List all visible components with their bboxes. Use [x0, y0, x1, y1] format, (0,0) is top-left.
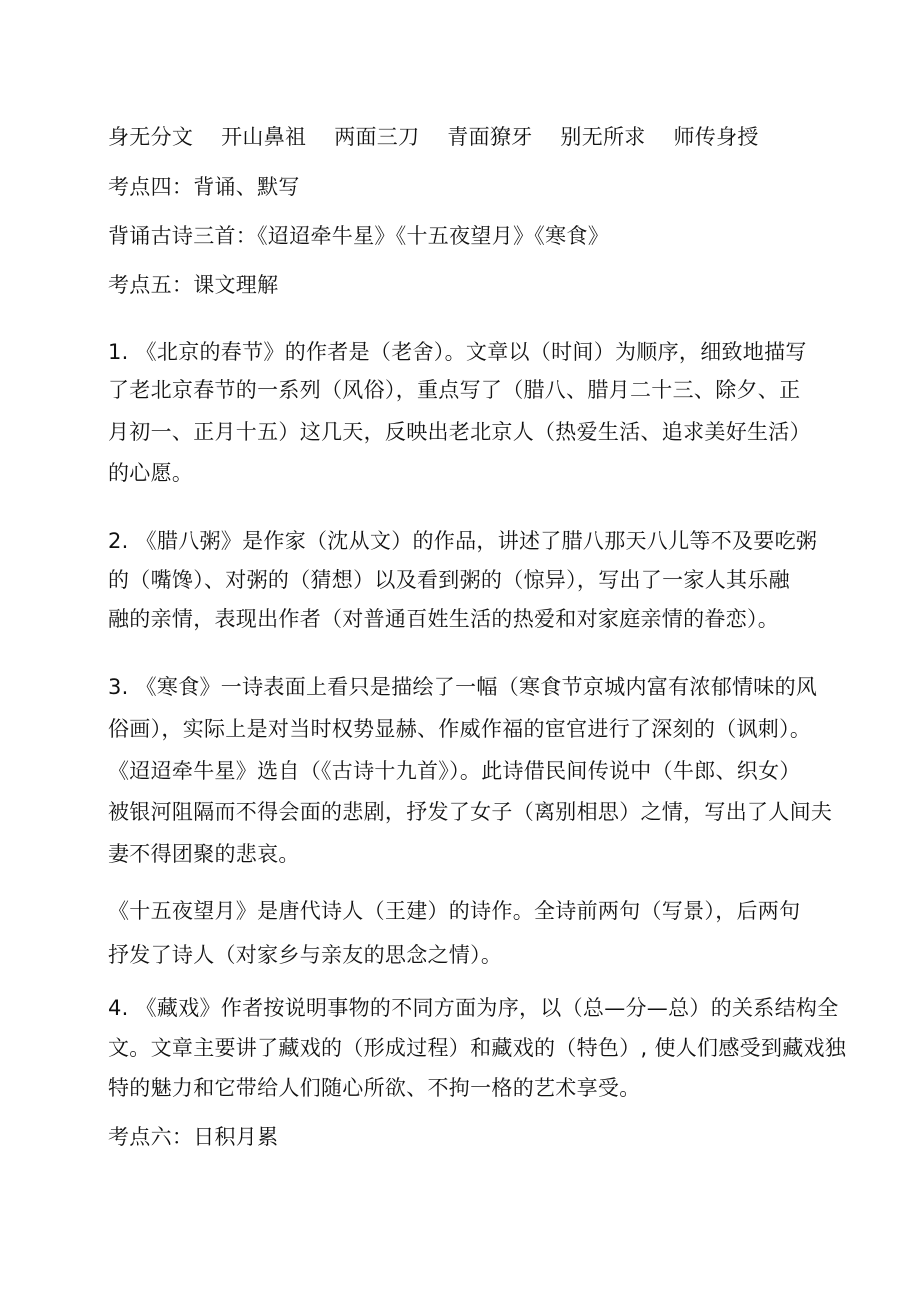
item3b-line-1: 《十五夜望月》是唐代诗人（王建）的诗作。全诗前两句（写景），后两句: [108, 899, 801, 923]
item2-line-2: 的（嘴馋）、对粥的（猜想）以及看到粥的（惊异），写出了一家人其乐融: [108, 568, 790, 592]
section4-recitation-line: 背诵古诗三首：《迢迢牵牛星》《十五夜望月》《寒食》: [108, 224, 609, 248]
idioms-row: 身无分文 开山鼻祖 两面三刀 青面獠牙 别无所求 师传身授: [108, 125, 759, 149]
item2-line-1: 2. 《腊八粥》是作家（沈从文）的作品，讲述了腊八那天八儿等不及要吃粥: [108, 529, 818, 553]
item3-line-5: 妻不得团聚的悲哀。: [108, 842, 300, 866]
item3-line-3: 《迢迢牵牛星》选自（《古诗十九首》）。此诗借民间传说中（牛郎、织女）: [108, 759, 801, 783]
item3-line-2: 俗画），实际上是对当时权势显赫、作威作福的宦官进行了深刻的（讽刺）。: [108, 717, 812, 741]
item2-line-3: 融的亲情，表现出作者（对普通百姓生活的热爱和对家庭亲情的眷恋）。: [108, 607, 780, 631]
item4-line-2: 文。文章主要讲了藏戏的（形成过程）和藏戏的（特色）, 使人们感受到藏戏独: [108, 1036, 847, 1060]
section4-heading: 考点四：背诵、默写: [108, 175, 300, 199]
item1-line-2: 了老北京春节的一系列（风俗），重点写了（腊八、腊月二十三、除夕、正: [108, 378, 801, 402]
item1-line-3: 月初一、正月十五）这几天，反映出老北京人（热爱生活、追求美好生活）: [108, 420, 811, 444]
section6-heading: 考点六：日积月累: [108, 1125, 279, 1149]
item1-line-1: 1. 《北京的春节》的作者是（老舍）。文章以（时间）为顺序，细致地描写: [108, 340, 807, 364]
item3b-line-2: 抒发了诗人（对家乡与亲友的思念之情）。: [108, 943, 503, 967]
item3-line-4: 被银河阻隔而不得会面的悲剧，抒发了女子（离别相思）之情，写出了人间夫: [108, 800, 833, 824]
item4-line-1: 4. 《藏戏》作者按说明事物的不同方面为序，以（总—分—总）的关系结构全: [108, 996, 839, 1020]
item1-line-4: 的心愿。: [108, 461, 194, 485]
item4-line-3: 特的魅力和它带给人们随心所欲、不拘一格的艺术享受。: [108, 1076, 641, 1100]
item3-line-1: 3. 《寒食》一诗表面上看只是描绘了一幅（寒食节京城内富有浓郁情味的风: [108, 675, 818, 699]
section5-heading: 考点五：课文理解: [108, 273, 279, 297]
